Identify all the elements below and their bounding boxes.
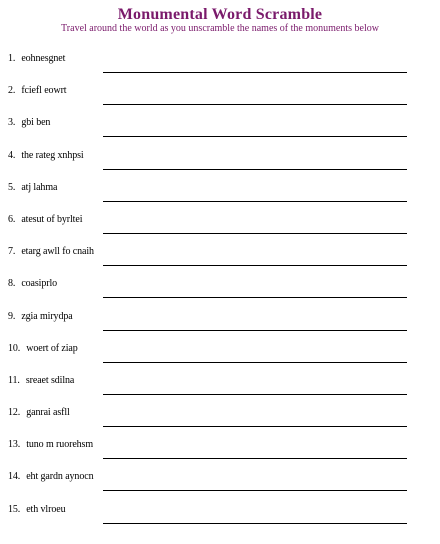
answer-line[interactable] <box>103 297 407 298</box>
scramble-item <box>0 141 440 173</box>
item-number: 2. <box>8 85 16 97</box>
answer-line[interactable] <box>103 72 407 73</box>
scrambled-word: eohnesgnet <box>21 53 66 64</box>
scramble-label <box>8 150 84 162</box>
scramble-label <box>8 53 65 65</box>
scramble-label <box>8 471 93 483</box>
scramble-item <box>0 495 440 527</box>
answer-line[interactable] <box>103 394 407 395</box>
answer-line[interactable] <box>103 362 407 363</box>
scramble-item <box>0 108 440 140</box>
scramble-label <box>8 343 78 355</box>
scramble-label <box>8 439 93 451</box>
scramble-label <box>8 311 73 323</box>
scramble-label <box>8 375 74 387</box>
item-number: 13. <box>8 439 21 451</box>
scramble-item <box>0 173 440 205</box>
scramble-label <box>8 117 50 129</box>
scrambled-word: gbi ben <box>21 117 51 129</box>
answer-line[interactable] <box>103 330 407 331</box>
item-number: 15. <box>8 503 21 515</box>
item-number: 8. <box>8 278 16 290</box>
scramble-label <box>8 246 94 258</box>
answer-line[interactable] <box>103 201 407 202</box>
item-number: 14. <box>8 471 21 483</box>
scrambled-word: ganrai asfll <box>26 407 70 419</box>
item-number: 5. <box>8 181 16 193</box>
scrambled-word: atj lahma <box>21 181 58 193</box>
answer-line[interactable] <box>103 169 407 170</box>
answer-line[interactable] <box>103 458 407 459</box>
scramble-item <box>0 237 440 269</box>
answer-line[interactable] <box>103 233 407 234</box>
scrambled-word: sreaet sdilna <box>25 374 75 386</box>
scramble-label <box>8 407 70 419</box>
scramble-label <box>8 214 82 226</box>
scramble-item <box>0 269 440 301</box>
item-number: 3. <box>8 117 16 129</box>
scrambled-word: coasiprlo <box>21 278 58 290</box>
item-number: 6. <box>8 213 16 225</box>
scrambled-word: the rateg xnhpsi <box>21 149 84 161</box>
scrambled-word: eht gardn aynocn <box>26 471 94 483</box>
worksheet-header <box>0 6 440 35</box>
scrambled-word: woert of ziap <box>26 342 78 354</box>
answer-line[interactable] <box>103 104 407 105</box>
answer-line[interactable] <box>103 426 407 427</box>
scramble-label <box>8 278 57 290</box>
item-number: 9. <box>8 310 16 322</box>
scramble-item <box>0 366 440 398</box>
scramble-item <box>0 76 440 108</box>
page-title: Monumental Word Scramble <box>117 6 323 23</box>
scrambled-word: zgia mirydpa <box>21 310 73 322</box>
scrambled-word: eth vlroeu <box>26 503 66 515</box>
scramble-list <box>0 44 440 527</box>
scramble-label <box>8 85 66 97</box>
answer-line[interactable] <box>103 490 407 491</box>
scramble-label <box>8 182 57 194</box>
scramble-item <box>0 462 440 494</box>
answer-line[interactable] <box>103 265 407 266</box>
answer-line[interactable] <box>103 523 407 524</box>
scramble-item <box>0 430 440 462</box>
scrambled-word: fciefl eowrt <box>21 85 67 97</box>
item-number: 10. <box>8 342 21 354</box>
scrambled-word: etarg awll fo cnaih <box>21 246 94 258</box>
scrambled-word: atesut of byrltei <box>21 213 83 225</box>
scramble-item <box>0 44 440 76</box>
scramble-item <box>0 398 440 430</box>
item-number: 12. <box>8 407 21 419</box>
scramble-item <box>0 334 440 366</box>
item-number: 1. <box>8 53 16 64</box>
item-number: 11. <box>8 374 20 386</box>
scramble-item <box>0 205 440 237</box>
page-subtitle: Travel around the world as you unscramble the names of the monuments below <box>61 23 379 34</box>
answer-line[interactable] <box>103 136 407 137</box>
scramble-label <box>8 504 65 516</box>
scrambled-word: tuno m ruorehsm <box>26 439 94 451</box>
scramble-item <box>0 302 440 334</box>
item-number: 7. <box>8 246 16 258</box>
item-number: 4. <box>8 149 16 161</box>
